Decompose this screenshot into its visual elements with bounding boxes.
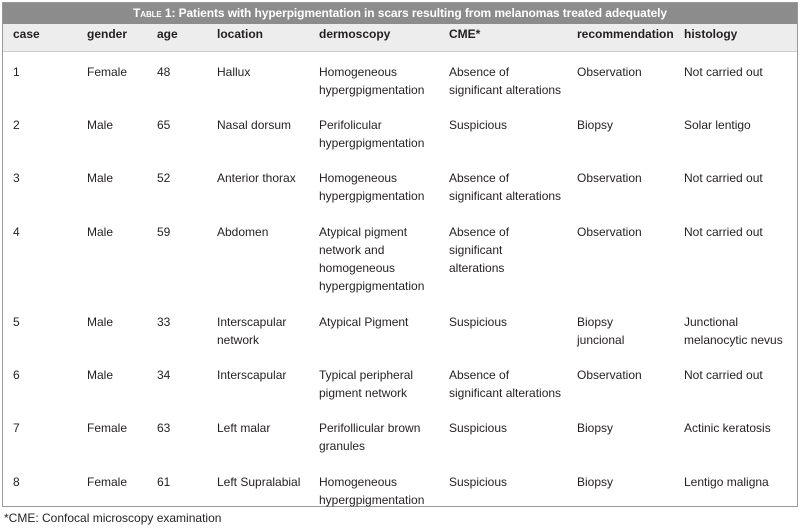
cell-location <box>217 169 296 187</box>
cell-line: Biopsy <box>577 475 614 489</box>
cell-location <box>217 313 286 349</box>
cell-line: pigment network <box>319 386 408 400</box>
cell-line: Not carried out <box>684 171 763 185</box>
cell-histology <box>684 313 783 349</box>
cell-cme <box>449 419 507 437</box>
cell-dermoscopy <box>319 473 424 509</box>
cell-line: Homogeneous <box>319 65 398 79</box>
cell-case: 8 <box>13 475 20 489</box>
cell-line: hypergpigmentation <box>319 279 425 293</box>
cell-line: Interscapular <box>217 315 287 329</box>
cell-line: Biopsy <box>577 421 614 435</box>
cell-line: Not carried out <box>684 368 763 382</box>
header-age: age <box>157 27 178 41</box>
cell-line: Absence of <box>449 368 510 382</box>
cell-cme <box>449 313 507 331</box>
cell-line: Left Supralabial <box>217 475 301 489</box>
cell-line: Perifollicular brown <box>319 421 421 435</box>
cell-line: Left malar <box>217 421 271 435</box>
cell-recommendation <box>577 116 613 134</box>
header-recommendation: recommendation <box>577 27 674 41</box>
cell-age: 65 <box>157 118 171 132</box>
cell-line: Atypical Pigment <box>319 315 409 329</box>
table-header-row <box>3 24 797 52</box>
cell-dermoscopy <box>319 366 413 402</box>
cell-gender: Female <box>87 421 128 435</box>
header-dermoscopy: dermoscopy <box>319 27 391 41</box>
cell-age: 63 <box>157 421 171 435</box>
cell-recommendation <box>577 419 613 437</box>
table-frame <box>2 2 798 507</box>
cell-line: hypergpigmentation <box>319 83 425 97</box>
cell-line: Actinic keratosis <box>684 421 771 435</box>
cell-line: homogeneous <box>319 261 396 275</box>
cell-line: Observation <box>577 368 642 382</box>
cell-dermoscopy <box>319 223 424 295</box>
cell-gender: Male <box>87 225 114 239</box>
cell-line: Abdomen <box>217 225 269 239</box>
header-gender: gender <box>87 27 128 41</box>
header-cme: CME* <box>449 27 481 41</box>
cell-case: 1 <box>13 65 20 79</box>
cell-case: 4 <box>13 225 20 239</box>
cell-line: Lentigo maligna <box>684 475 769 489</box>
cell-line: network and <box>319 243 385 257</box>
cell-location <box>217 63 250 81</box>
cell-age: 52 <box>157 171 171 185</box>
cell-location <box>217 419 270 437</box>
cell-line: Solar lentigo <box>684 118 751 132</box>
cell-line: hypergpigmentation <box>319 189 425 203</box>
cell-line: Suspicious <box>449 315 508 329</box>
cell-dermoscopy <box>319 63 424 99</box>
cell-dermoscopy <box>319 313 408 331</box>
cell-gender: Female <box>87 65 128 79</box>
cell-line: Biopsy <box>577 118 614 132</box>
cell-case: 2 <box>13 118 20 132</box>
cell-line: alterations <box>449 261 505 275</box>
cell-line: Typical peripheral <box>319 368 414 382</box>
cell-gender: Male <box>87 368 114 382</box>
cell-recommendation <box>577 313 624 349</box>
cell-line: melanocytic nevus <box>684 333 783 347</box>
cell-line: Anterior thorax <box>217 171 296 185</box>
header-case: case <box>13 27 40 41</box>
cell-line: significant alterations <box>449 189 562 203</box>
table-label: Table 1: <box>133 6 176 20</box>
cell-line: Perifolicular <box>319 118 382 132</box>
cell-line: Hallux <box>217 65 251 79</box>
cell-histology <box>684 473 769 491</box>
cell-location <box>217 116 291 134</box>
cell-histology <box>684 63 763 81</box>
cell-recommendation <box>577 63 642 81</box>
table-caption: Patients with hyperpigmentation in scars resulting from melanomas treated adequately <box>178 6 667 20</box>
cell-recommendation <box>577 473 613 491</box>
cell-line: network <box>217 333 260 347</box>
cell-recommendation <box>577 223 642 241</box>
cell-line: juncional <box>577 333 625 347</box>
cell-line: significant alterations <box>449 83 562 97</box>
cell-line: Absence of <box>449 171 510 185</box>
cell-line: Nasal dorsum <box>217 118 292 132</box>
cell-cme <box>449 223 509 277</box>
cell-age: 59 <box>157 225 171 239</box>
cell-cme <box>449 169 561 205</box>
cell-dermoscopy <box>319 169 424 205</box>
cell-age: 48 <box>157 65 171 79</box>
cell-case: 7 <box>13 421 20 435</box>
cell-recommendation <box>577 366 642 384</box>
cell-histology <box>684 169 763 187</box>
cell-histology <box>684 419 771 437</box>
cell-age: 61 <box>157 475 171 489</box>
cell-line: hypergpigmentation <box>319 493 425 507</box>
cell-line: Observation <box>577 225 642 239</box>
cell-cme <box>449 63 561 99</box>
cell-line: Absence of <box>449 225 510 239</box>
table-title <box>3 3 797 24</box>
cell-line: significant alterations <box>449 386 562 400</box>
footnote: *CME: Confocal microscopy examination <box>4 511 222 525</box>
cell-line: Not carried out <box>684 225 763 239</box>
cell-line: Suspicious <box>449 421 508 435</box>
cell-line: Observation <box>577 171 642 185</box>
cell-cme <box>449 366 561 402</box>
cell-cme <box>449 116 507 134</box>
cell-recommendation <box>577 169 642 187</box>
cell-line: Observation <box>577 65 642 79</box>
cell-case: 3 <box>13 171 20 185</box>
cell-line: hypergpigmentation <box>319 136 425 150</box>
cell-age: 34 <box>157 368 171 382</box>
cell-line: granules <box>319 439 366 453</box>
cell-histology <box>684 223 763 241</box>
cell-dermoscopy <box>319 419 420 455</box>
cell-line: Homogeneous <box>319 475 398 489</box>
cell-histology <box>684 116 751 134</box>
cell-location <box>217 366 286 384</box>
cell-cme <box>449 473 507 491</box>
cell-line: Suspicious <box>449 118 508 132</box>
header-histology: histology <box>684 27 738 41</box>
cell-case: 5 <box>13 315 20 329</box>
cell-case: 6 <box>13 368 20 382</box>
cell-line: significant <box>449 243 503 257</box>
cell-location <box>217 473 300 491</box>
cell-line: Absence of <box>449 65 510 79</box>
cell-gender: Female <box>87 475 128 489</box>
cell-location <box>217 223 268 241</box>
cell-line: Atypical pigment <box>319 225 408 239</box>
header-location: location <box>217 27 264 41</box>
cell-line: Biopsy <box>577 315 614 329</box>
cell-line: Homogeneous <box>319 171 398 185</box>
cell-gender: Male <box>87 315 114 329</box>
cell-dermoscopy <box>319 116 424 152</box>
cell-line: Not carried out <box>684 65 763 79</box>
cell-line: Interscapular <box>217 368 287 382</box>
cell-age: 33 <box>157 315 171 329</box>
cell-histology <box>684 366 763 384</box>
cell-line: Suspicious <box>449 475 508 489</box>
cell-gender: Male <box>87 171 114 185</box>
cell-gender: Male <box>87 118 114 132</box>
cell-line: Junctional <box>684 315 739 329</box>
